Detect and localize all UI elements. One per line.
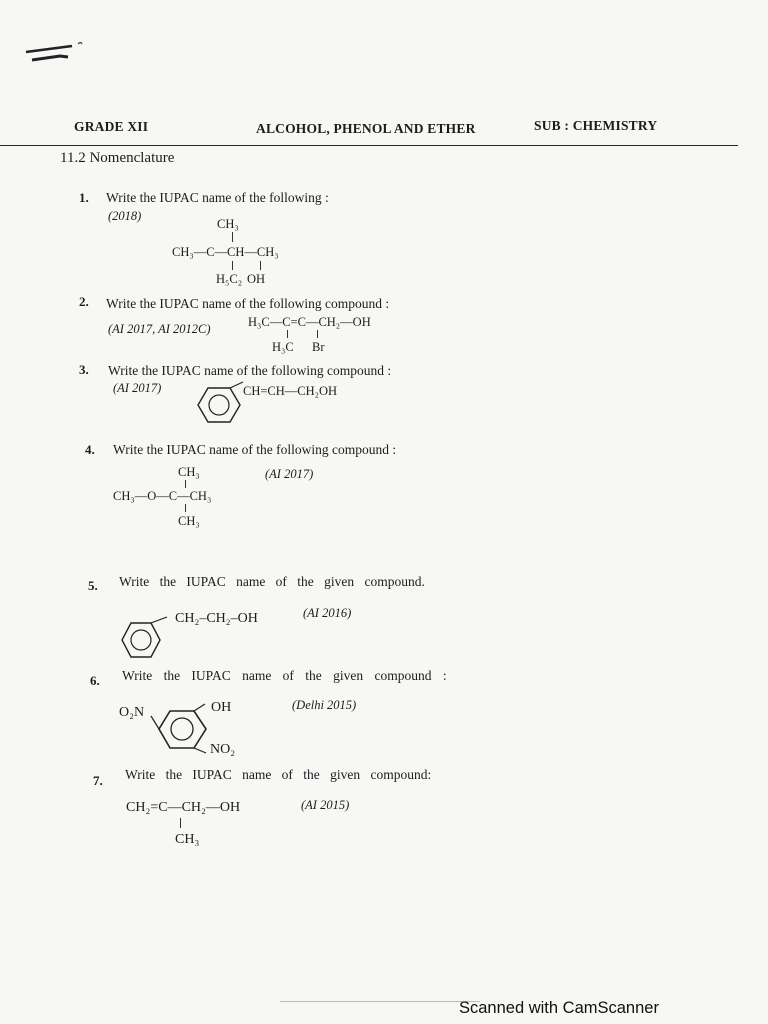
question-citation: (2018): [108, 209, 142, 223]
bond-line: [232, 261, 233, 270]
pen-scribble-mark: [20, 38, 90, 78]
question-text: Write the IUPAC name of the following compound :: [106, 296, 390, 311]
structure-top-group: CH₃: [217, 217, 239, 231]
question-citation: (AI 2017, AI 2012C): [108, 322, 211, 336]
structure-main-chain: H₃C—C=C—CH₂—OH: [248, 315, 371, 329]
structure-main-chain: CH₂=C—CH₂—OH: [126, 800, 241, 815]
section-title: 11.2 Nomenclature: [60, 150, 175, 166]
header-rule: [0, 145, 738, 146]
question-text: Write the IUPAC name of the given compound:: [125, 767, 432, 782]
structure-bottom-left-group: H₅C₂: [216, 272, 243, 286]
question-number: 4.: [85, 442, 95, 457]
structure-substituent: CH₂–CH₂–OH: [175, 611, 258, 626]
structure-main-chain: CH₃—O—C—CH₃: [113, 489, 212, 503]
question-text: Write the IUPAC name of the following compound :: [113, 442, 397, 457]
subject-label: SUB : CHEMISTRY: [534, 118, 658, 133]
bond-line: [185, 504, 186, 512]
question-number: 6.: [90, 673, 100, 688]
question-citation: (AI 2016): [303, 606, 352, 620]
benzene-ring-icon: [158, 708, 208, 750]
scanner-watermark: Scanned with CamScanner: [459, 999, 659, 1017]
bond-line: [185, 480, 186, 488]
grade-label: GRADE XII: [74, 119, 149, 134]
question-number: 2.: [79, 294, 89, 309]
question-citation: (AI 2015): [301, 798, 350, 812]
question-number: 1.: [79, 190, 89, 205]
question-citation: (Delhi 2015): [292, 698, 357, 712]
question-text: Write the IUPAC name of the following compound :: [108, 363, 392, 378]
structure-substituent: CH=CH—CH₂OH: [243, 384, 338, 398]
structure-top-group: CH₃: [178, 465, 200, 479]
structure-bottom-right-group: OH: [247, 272, 266, 286]
structure-bottom-left-group: H₃C: [272, 340, 294, 354]
benzene-ring-icon: [197, 386, 241, 424]
question-number: 5.: [88, 578, 98, 593]
benzene-ring-icon: [121, 621, 161, 659]
bond-line: [287, 330, 288, 338]
structure-bottom-group: CH₃: [175, 832, 200, 847]
structure-left-group: O₂N: [119, 705, 145, 720]
footer-rule: [280, 1001, 480, 1002]
chapter-title: ALCOHOL, PHENOL AND ETHER: [256, 121, 476, 136]
bond-line: [317, 330, 318, 338]
bond-line: [232, 232, 233, 242]
structure-bottom-right-group: Br: [312, 340, 325, 354]
question-citation: (AI 2017): [113, 381, 162, 395]
structure-bottom-right-group: NO₂: [210, 742, 236, 757]
question-number: 7.: [93, 773, 103, 788]
structure-main-chain: CH₃—C—CH—CH₃: [172, 245, 279, 259]
question-text: Write the IUPAC name of the given compound :: [122, 668, 447, 683]
structure-top-right-group: OH: [211, 700, 232, 715]
bond-line: [180, 818, 181, 828]
structure-bottom-group: CH₃: [178, 514, 200, 528]
question-citation: (AI 2017): [265, 467, 314, 481]
question-text: Write the IUPAC name of the given compound.: [119, 574, 425, 589]
question-text: Write the IUPAC name of the following :: [106, 190, 329, 205]
question-number: 3.: [79, 362, 89, 377]
bond-line: [260, 261, 261, 270]
